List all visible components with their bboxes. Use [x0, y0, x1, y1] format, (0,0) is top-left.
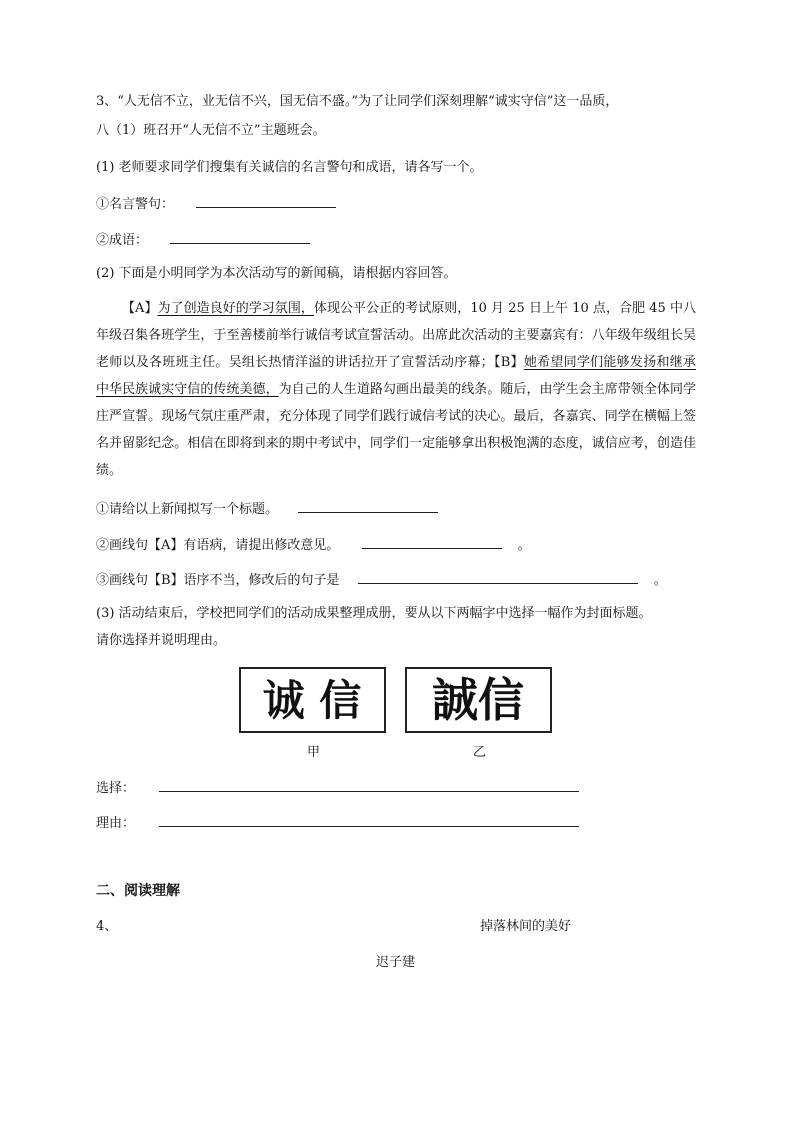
- calligraphy-b[interactable]: [405, 667, 552, 733]
- reason-answer-blank[interactable]: [159, 812, 579, 827]
- choice-label: 选择：: [96, 781, 136, 796]
- fix-a-end: 。: [517, 538, 531, 553]
- reason-label: 理由：: [96, 816, 136, 831]
- calligraphy-a-caption: 甲: [307, 745, 321, 760]
- calligraphy-b-text: 誠信: [432, 673, 524, 727]
- q3-sub1-b: [96, 229, 310, 251]
- motto-label: ①名言警句：: [96, 197, 175, 212]
- underlined-sentence-a: 为了创造良好的学习氛围，: [157, 301, 314, 316]
- underlined-sentence-b: 她希望同学们能够发扬和继承中华民族诚实守信的传统美德，: [96, 355, 696, 397]
- mark-a: 【A】: [122, 301, 158, 316]
- q3-intro-line1: 3、“人无信不立，业无信不兴，国无信不盛。”为了让同学们深刻理解“诚实守信”这一品质，: [96, 94, 619, 109]
- idiom-answer-blank[interactable]: [170, 229, 310, 244]
- fix-b-question: ③画线句【B】语序不当，修改后的句子是: [96, 573, 340, 588]
- q3-intro-line2: 八（1）班召开“人无信不立”主题班会。: [96, 123, 326, 138]
- q3-sub3-line1: (3) 活动结束后，学校把同学们的活动成果整理成册，要从以下两幅字中选择一幅作为封面标题。: [96, 606, 652, 621]
- fix-b-end: 。: [653, 573, 667, 588]
- calligraphy-a[interactable]: [239, 667, 386, 733]
- news-part-1: 体现公平公正的考试原则，10 月 25 日上午 10 点，合肥 45 中八年级召集各班学生，于至善楼前举行诚信考试宣誓活动。出席此次活动的主要嘉宾有：八年级年级组长吴老师以及各班班主任。吴组长热情洋溢的讲话拉开了宣誓活动序幕；: [96, 301, 696, 370]
- q3-sub2-q1: [96, 498, 438, 520]
- section-2-heading: 二、阅读理解: [96, 883, 180, 899]
- q4-author: 迟子建: [376, 955, 416, 970]
- choice-answer-blank[interactable]: [159, 777, 579, 792]
- news-article: [96, 295, 696, 484]
- reason-row: [96, 812, 579, 834]
- mark-b: 【B】: [493, 355, 524, 370]
- idiom-label: ②成语：: [96, 233, 149, 248]
- motto-answer-blank[interactable]: [196, 193, 336, 208]
- calligraphy-b-caption: 乙: [473, 745, 487, 760]
- fix-b-answer-blank[interactable]: [358, 569, 638, 584]
- q3-sub2-q3: [96, 569, 667, 591]
- title-question: ①请给以上新闻拟写一个标题。: [96, 502, 279, 517]
- q3-sub2-q2: [96, 534, 531, 556]
- choice-row: [96, 777, 579, 799]
- q3-sub2: (2) 下面是小明同学为本次活动写的新闻稿，请根据内容回答。: [96, 266, 457, 281]
- q3-sub3-line2: 请你选择并说明理由。: [96, 633, 227, 648]
- q4-title: 掉落林间的美好: [480, 919, 572, 934]
- title-answer-blank[interactable]: [298, 498, 438, 513]
- fix-a-answer-blank[interactable]: [362, 534, 502, 549]
- news-part-2: 为自己的人生道路勾画出最美的线条。随后，由学生会主席带领全体同学庄严宣誓。现场气氛庄重严肃，充分体现了同学们践行诚信考试的决心。最后，各嘉宾、同学在横幅上签名并留影纪念。相信在即将到来的期中考试中，同学们一定能够拿出积极饱满的态度，诚信应考，创造佳绩。: [96, 382, 696, 478]
- q3-sub1: (1) 老师要求同学们搜集有关诚信的名言警句和成语，请各写一个。: [96, 160, 483, 175]
- q4-number: 4、: [96, 919, 118, 934]
- fix-a-question: ②画线句【A】有语病，请提出修改意见。: [96, 538, 340, 553]
- calligraphy-a-text: 诚 信: [262, 676, 362, 725]
- q3-sub1-a: [96, 193, 336, 215]
